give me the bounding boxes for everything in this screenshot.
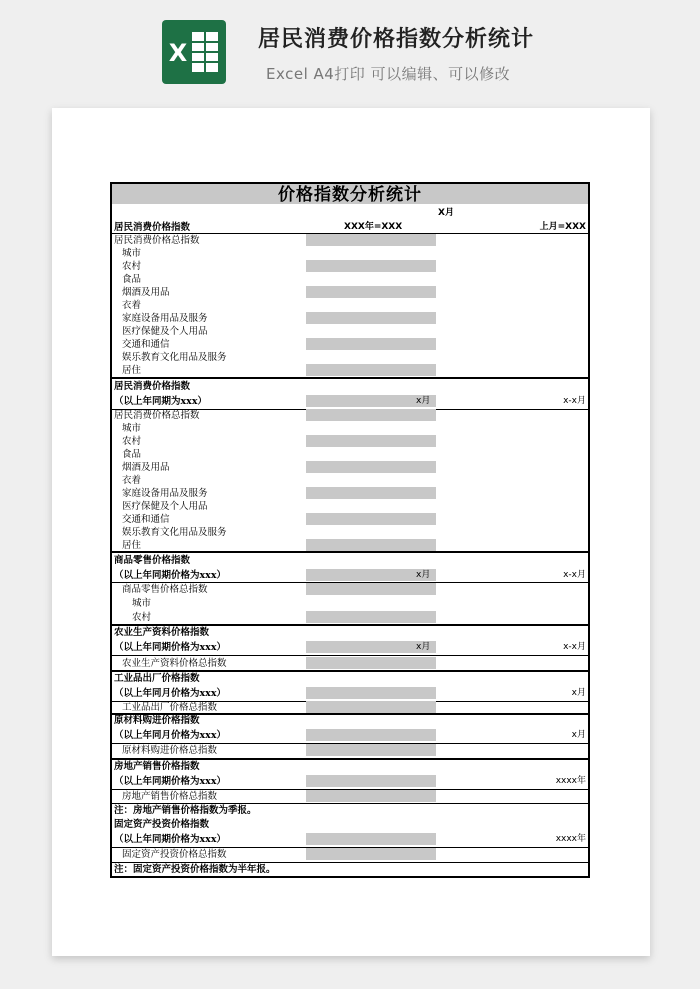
table-row (112, 409, 588, 422)
section-subheading: （以上年同期为xxx） (114, 396, 207, 407)
grey-cell[interactable] (306, 833, 436, 845)
value-cell: x月 (571, 730, 586, 740)
row-label: 城市 (122, 423, 142, 434)
row-label: 家庭设备用品及服务 (122, 313, 208, 324)
section-sub-row (112, 833, 588, 846)
row-label: 食品 (122, 449, 142, 460)
row-label: 农村 (132, 612, 152, 623)
grey-cell[interactable] (306, 513, 436, 525)
table-row (112, 448, 588, 461)
section-header-row (112, 380, 588, 393)
value-cell: x月 (571, 688, 586, 698)
row-label: 居民消费价格总指数 (114, 410, 200, 421)
section-heading: 商品零售价格指数 (114, 555, 191, 566)
table-row (112, 260, 588, 273)
grey-cell[interactable] (306, 364, 436, 376)
grey-cell[interactable] (306, 848, 436, 860)
section-sub-row (112, 641, 588, 654)
row-label: 城市 (132, 598, 152, 609)
grey-cell[interactable] (306, 729, 436, 741)
grey-cell[interactable] (306, 461, 436, 473)
section-sub-row (112, 395, 588, 408)
divider (112, 655, 588, 656)
col-prev-header: 上月=XXX (539, 222, 586, 232)
table-row (112, 474, 588, 487)
table-row (112, 286, 588, 299)
page-subtitle: Excel A4打印 可以编辑、可以修改 (266, 65, 511, 83)
table-row (112, 435, 588, 448)
table-row (112, 487, 588, 500)
section-sub-row (112, 729, 588, 742)
table-row (112, 583, 588, 596)
section-heading: 房地产销售价格指数 (114, 761, 200, 772)
table-row (112, 312, 588, 325)
value-cell: x-x月 (563, 396, 586, 406)
section-heading: 农业生产资料价格指数 (114, 627, 210, 638)
note-text: 注：房地产销售价格指数为季报。 (114, 805, 257, 816)
section-heading: 原材料购进价格指数 (114, 715, 200, 726)
grey-cell[interactable] (306, 611, 436, 623)
section-header-row (112, 672, 588, 685)
table-row (112, 273, 588, 286)
row-label: 原材料购进价格总指数 (122, 745, 218, 756)
section-subheading: （以上年同期价格为xxx） (114, 776, 226, 787)
divider (112, 551, 588, 553)
table-row (112, 500, 588, 513)
table-row (112, 744, 588, 757)
grey-cell[interactable] (306, 701, 436, 713)
row-label: 农村 (122, 436, 142, 447)
grey-cell[interactable] (306, 744, 436, 756)
section-sub-row (112, 569, 588, 582)
row-label: 农业生产资料价格总指数 (122, 658, 227, 669)
grey-cell[interactable] (306, 487, 436, 499)
row-label: 医疗保健及个人用品 (122, 326, 208, 337)
section-subheading: （以上年同期价格为xxx） (114, 642, 226, 653)
row-label: 居住 (122, 540, 142, 551)
section-subheading: （以上年同期价格为xxx） (114, 570, 226, 581)
table-row (112, 234, 588, 247)
table-row (112, 422, 588, 435)
row-label: 固定资产投资价格总指数 (122, 849, 227, 860)
grey-cell[interactable] (306, 657, 436, 669)
page-title: 居民消费价格指数分析统计 (258, 27, 535, 52)
grey-cell[interactable] (306, 775, 436, 787)
value-cell: x-x月 (563, 642, 586, 652)
table-row (112, 461, 588, 474)
section-heading: 居民消费价格指数 (114, 222, 191, 233)
row-label: 食品 (122, 274, 142, 285)
row-label: 交通和通信 (122, 339, 170, 350)
section-header-row (112, 554, 588, 567)
svg-text:X: X (168, 39, 188, 67)
row-label: 工业品出厂价格总指数 (122, 702, 218, 713)
value-cell: x-x月 (563, 570, 586, 580)
section-subheading: （以上年同月价格为xxx） (114, 730, 226, 741)
table-row (112, 597, 588, 610)
value-cell: x月 (416, 642, 431, 652)
section-header-row (112, 714, 588, 727)
table-row (112, 526, 588, 539)
table-row (112, 790, 588, 803)
section-heading: 工业品出厂价格指数 (114, 673, 200, 684)
section-heading: 固定资产投资价格指数 (114, 819, 210, 830)
section-subheading: （以上年同月价格为xxx） (114, 688, 226, 699)
table-row (112, 325, 588, 338)
table-row (112, 299, 588, 312)
table-row (112, 657, 588, 670)
table-row (112, 247, 588, 260)
table-row (112, 513, 588, 526)
table-row (112, 611, 588, 624)
grey-cell[interactable] (306, 234, 436, 246)
section-heading: 居民消费价格指数 (114, 381, 191, 392)
grey-cell[interactable] (306, 338, 436, 350)
col-current-header: XXX年=XXX (344, 222, 403, 232)
page-header (0, 0, 700, 100)
value-cell: xxxx年 (555, 776, 586, 786)
row-label: 衣着 (122, 300, 142, 311)
spreadsheet-table (110, 182, 590, 878)
grey-cell[interactable] (306, 260, 436, 272)
row-label: 商品零售价格总指数 (122, 584, 208, 595)
row-label: 烟酒及用品 (122, 287, 170, 298)
excel-icon (162, 20, 226, 84)
section-header-row (112, 760, 588, 773)
sheet-title: 价格指数分析统计 (112, 184, 588, 204)
section-header-row (112, 818, 588, 831)
row-label: 医疗保健及个人用品 (122, 501, 208, 512)
value-cell: x月 (416, 570, 431, 580)
divider (112, 377, 588, 379)
section-sub-row (112, 775, 588, 788)
note-text: 注：固定资产投资价格指数为半年报。 (114, 864, 276, 875)
row-label: 烟酒及用品 (122, 462, 170, 473)
grey-cell[interactable] (306, 687, 436, 699)
note-row (112, 804, 588, 817)
row-label: 交通和通信 (122, 514, 170, 525)
table-row (112, 364, 588, 377)
grey-cell[interactable] (306, 312, 436, 324)
row-label: 娱乐教育文化用品及服务 (122, 352, 227, 363)
grey-cell[interactable] (306, 790, 436, 802)
grey-cell[interactable] (306, 539, 436, 551)
month-label: X月 (438, 208, 454, 218)
row-label: 农村 (122, 261, 142, 272)
value-cell: x月 (416, 396, 431, 406)
note-row (112, 863, 588, 876)
row-label: 娱乐教育文化用品及服务 (122, 527, 227, 538)
value-cell: xxxx年 (555, 834, 586, 844)
section-sub-row (112, 687, 588, 700)
row-label: 家庭设备用品及服务 (122, 488, 208, 499)
table-row (112, 338, 588, 351)
row-label: 城市 (122, 248, 142, 259)
table-row (112, 351, 588, 364)
grey-cell[interactable] (306, 583, 436, 595)
row-label: 房地产销售价格总指数 (122, 791, 218, 802)
row-label: 居住 (122, 365, 142, 376)
table-row (112, 848, 588, 861)
row-label: 衣着 (122, 475, 142, 486)
row-label: 居民消费价格总指数 (114, 235, 200, 246)
grey-cell[interactable] (306, 435, 436, 447)
grey-cell[interactable] (306, 409, 436, 421)
section-subheading: （以上年同期价格为xxx） (114, 834, 226, 845)
grey-cell[interactable] (306, 286, 436, 298)
section-header-row (112, 626, 588, 639)
